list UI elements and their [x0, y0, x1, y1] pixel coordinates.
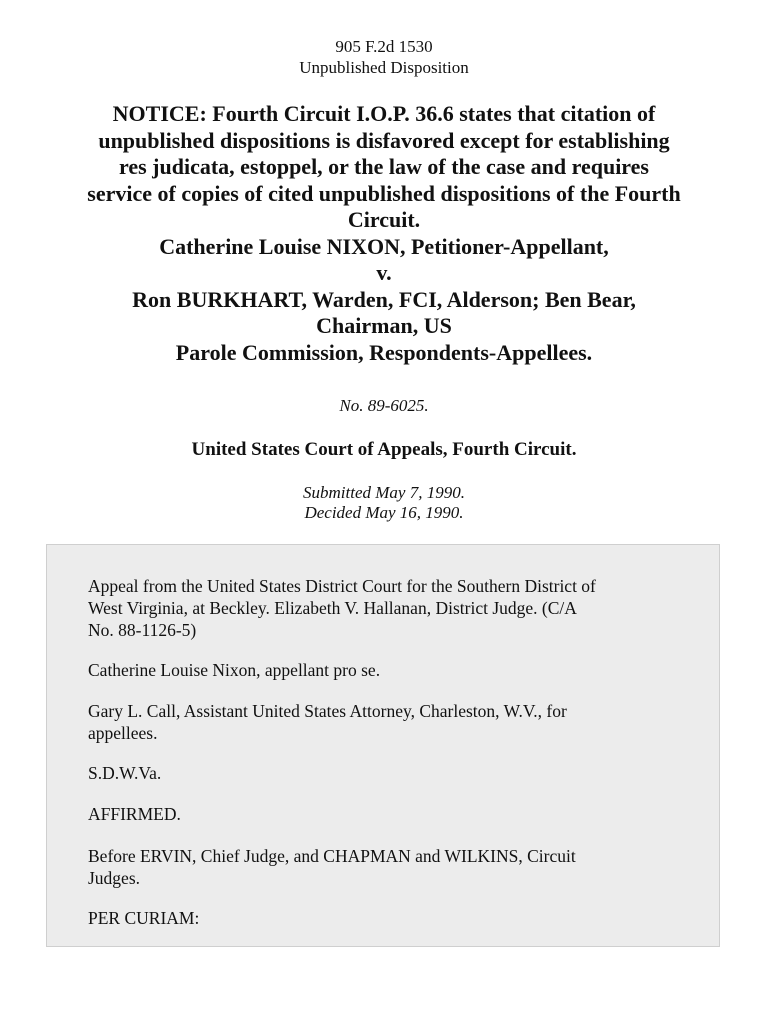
- appeal-line: West Virginia, at Beckley. Elizabeth V. Hallanan, District Judge. (C/A: [88, 598, 577, 618]
- reporter-citation: 905 F.2d 1530: [335, 37, 433, 56]
- respondents-line: Parole Commission, Respondents-Appellees.: [175, 339, 593, 365]
- appellees-line: Gary L. Call, Assistant United States Attorney, Charleston, W.V., for: [88, 701, 567, 721]
- citation-header: [0, 36, 768, 78]
- notice-line: service of copies of cited unpublished dispositions of the Fourth: [87, 180, 681, 206]
- court-name: United States Court of Appeals, Fourth Circuit.: [191, 439, 577, 460]
- decided-date: Decided May 16, 1990.: [304, 503, 464, 522]
- disposition-label: Unpublished Disposition: [299, 58, 469, 77]
- appeal-line: No. 88-1126-5): [88, 620, 197, 640]
- panel-line: Judges.: [88, 868, 141, 888]
- respondents-line: Chairman, US: [316, 313, 452, 338]
- appellees-counsel: [88, 700, 567, 744]
- versus-label: v.: [376, 260, 392, 285]
- per-curiam: PER CURIAM:: [88, 908, 200, 928]
- notice-line: unpublished dispositions is disfavored except for establishing: [98, 127, 670, 153]
- appeal-line: Appeal from the United States District Court for the Southern District of: [88, 576, 596, 596]
- case-title: [40, 101, 728, 366]
- notice-line: NOTICE: Fourth Circuit I.O.P. 36.6 states that citation of: [112, 101, 656, 126]
- docket-number: No. 89-6025.: [339, 396, 429, 415]
- panel-line: Before ERVIN, Chief Judge, and CHAPMAN and WILKINS, Circuit: [88, 846, 576, 866]
- result: AFFIRMED.: [88, 804, 181, 824]
- case-details-box: [46, 544, 720, 947]
- submitted-date: Submitted May 7, 1990.: [303, 483, 465, 502]
- petitioner-name: Catherine Louise NIXON, Petitioner-Appellant,: [159, 233, 609, 259]
- notice-line: Circuit.: [347, 207, 421, 232]
- notice-line: res judicata, estoppel, or the law of the case and requires: [118, 154, 649, 179]
- respondents-line: Ron BURKHART, Warden, FCI, Alderson; Ben Bear,: [132, 286, 636, 312]
- appellant-counsel: Catherine Louise Nixon, appellant pro se.: [88, 660, 381, 680]
- appellees-line: appellees.: [88, 723, 158, 743]
- panel: [88, 845, 576, 889]
- lower-court: S.D.W.Va.: [88, 763, 162, 783]
- appeal-paragraph: [88, 575, 596, 641]
- case-dates: [0, 483, 768, 523]
